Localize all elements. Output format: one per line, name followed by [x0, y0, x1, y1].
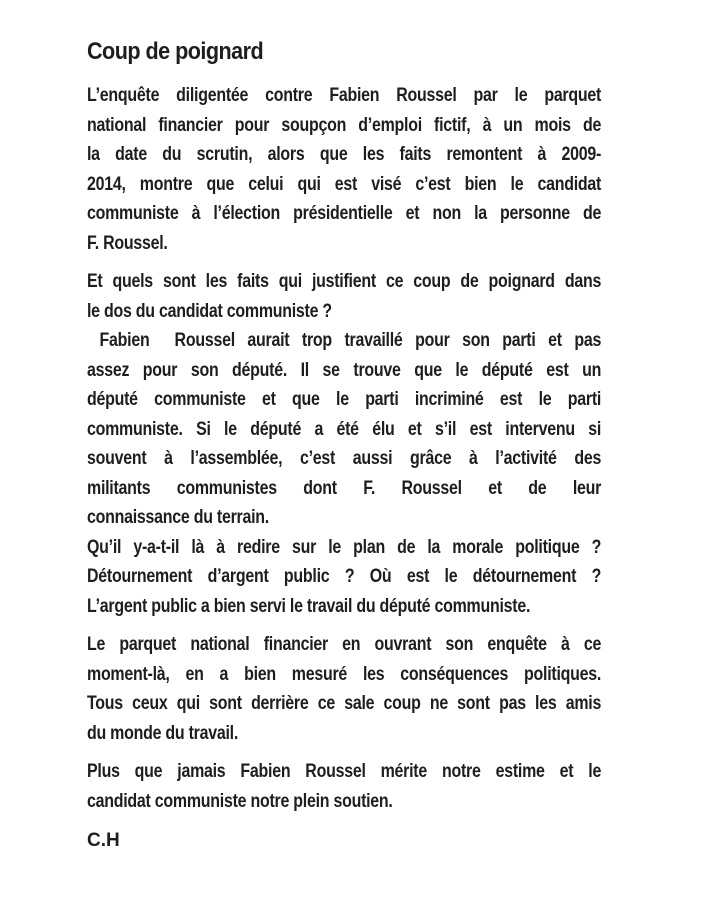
text-line: la date du scrutin, alors que les faits remontent à 2009-	[87, 144, 602, 165]
text-line: le dos du candidat communiste ?	[87, 300, 332, 322]
text-line: national financier pour soupçon d’emploi fictif, à un mois de	[87, 114, 602, 136]
text-line: souvent à l’assemblée, c’est aussi grâce à l’activité des	[87, 448, 602, 469]
text-line: Qu’il y-a-t-il là à redire sur le plan de la morale politique ?	[87, 536, 602, 558]
text-line: Et quels sont les faits qui justifient ce coup de poignard dans	[87, 271, 602, 292]
paragraph-4	[87, 757, 640, 816]
text-line: 2014, montre que celui qui est visé c’est bien le candidat	[87, 173, 602, 195]
text-line: Détournement d’argent public ? Où est le détournement ?	[87, 566, 602, 587]
article-title: Coup de poignard	[87, 38, 264, 65]
paragraph-1	[87, 81, 640, 258]
text-line: moment-là, en a bien mesuré les conséquences politiques.	[87, 663, 602, 685]
text-line: Tous ceux qui sont derrière ce sale coup ne sont pas les amis	[87, 693, 602, 714]
text-line: candidat communiste notre plein soutien.	[87, 790, 393, 812]
text-line: L’enquête diligentée contre Fabien Roussel par le parquet	[87, 85, 602, 106]
text-line: assez pour son député. Il se trouve que le député est un	[87, 359, 602, 381]
text-line: Fabien Roussel aurait trop travaillé pour son parti et pas	[87, 330, 602, 351]
text-line: communiste à l’élection présidentielle et non la personne de	[87, 203, 602, 224]
text-line: militants communistes dont F. Roussel et de leur	[87, 477, 602, 499]
text-line: Le parquet national financier en ouvrant son enquête à ce	[87, 634, 602, 655]
text-line: communiste. Si le député a été élu et s’il est intervenu si	[87, 418, 602, 440]
text-line: F. Roussel.	[87, 232, 168, 254]
author-signature: C.H	[87, 830, 120, 851]
text-line: Plus que jamais Fabien Roussel mérite notre estime et le	[87, 761, 602, 782]
text-line: connaissance du terrain.	[87, 507, 269, 528]
text-line: député communiste et que le parti incriminé est le parti	[87, 389, 602, 410]
paragraph-2	[87, 267, 640, 621]
paragraph-3	[87, 630, 640, 748]
text-line: L’argent public a bien servi le travail du député communiste.	[87, 595, 531, 617]
text-line: du monde du travail.	[87, 722, 239, 744]
